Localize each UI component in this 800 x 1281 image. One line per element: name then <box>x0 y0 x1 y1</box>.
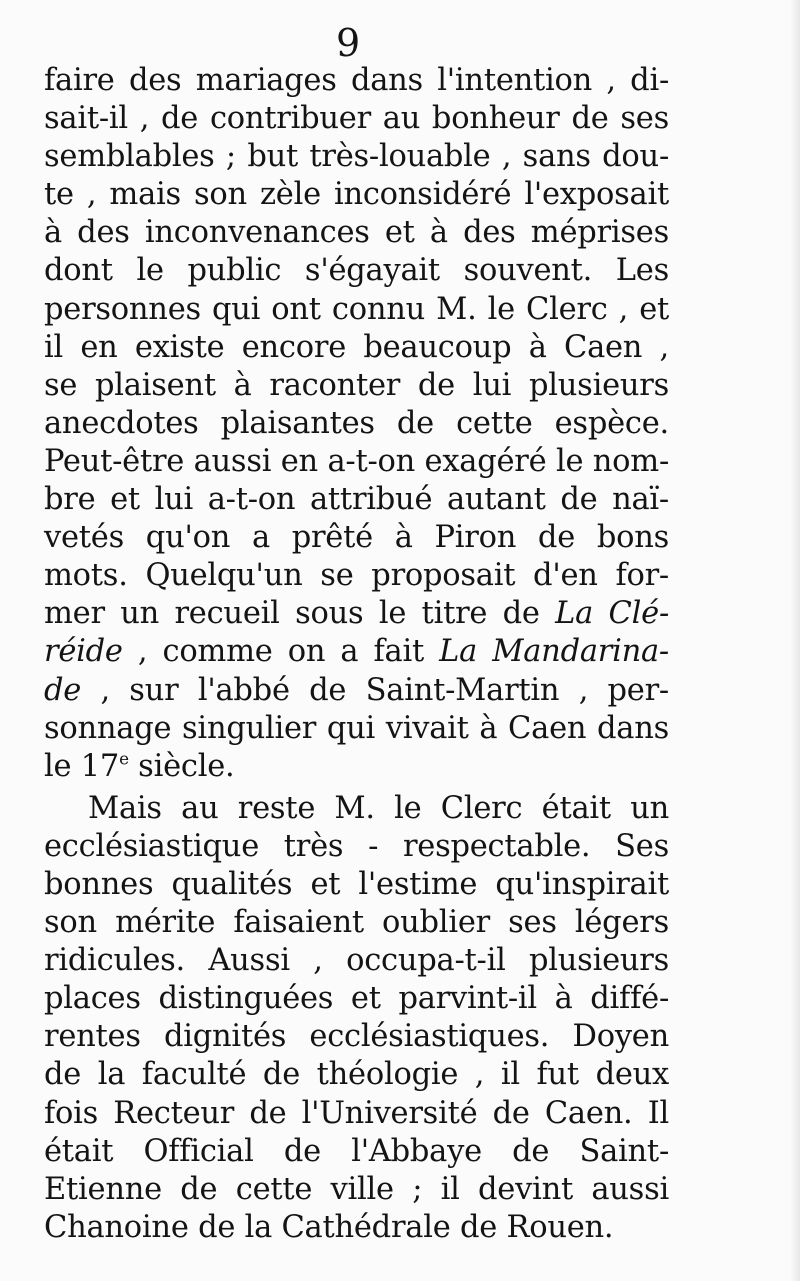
text-line: de la faculté de théologie , il fut deux <box>44 1057 669 1093</box>
text-line: ridicules. Aussi , occupa-t-il plusieurs <box>44 943 669 979</box>
text-line: Mais au reste M. le Clerc était un <box>88 790 669 826</box>
text-line: à des inconvenances et à des méprises <box>44 215 669 251</box>
page-number: 9 <box>336 21 361 65</box>
text-line <box>44 672 669 710</box>
text-line: ecclésiastique très - respectable. Ses <box>44 828 669 864</box>
text-line: faire des mariages dans l'intention , di- <box>44 63 669 98</box>
body-text <box>44 62 669 1247</box>
text-line: Chanoine de la Cathédrale de Rouen. <box>44 1209 614 1245</box>
title-italic: de <box>44 672 82 708</box>
text-run: , sur l'abbé de Saint-Martin , per- <box>81 672 669 708</box>
text-line: son mérite faisaient oublier ses légers <box>44 905 669 941</box>
title-italic: réide <box>44 634 123 670</box>
text-run: le 17 <box>44 748 120 784</box>
text-line: sonnage singulier qui vivait à Caen dans <box>44 710 669 746</box>
text-line: Etienne de cette ville ; il devint aussi <box>44 1171 669 1207</box>
text-line <box>44 748 669 786</box>
page-edge-shadow <box>790 0 800 1281</box>
text-line: était Official de l'Abbaye de Saint- <box>44 1133 669 1169</box>
title-italic: La Clé- <box>555 596 669 632</box>
text-line: anecdotes plaisantes de cette espèce. <box>44 405 669 441</box>
text-line: semblables ; but très-louable , sans dou- <box>44 139 669 175</box>
text-line <box>44 633 669 671</box>
text-line: Peut-être aussi en a-t-on exagéré le nom- <box>44 443 669 479</box>
text-line: personnes qui ont connu M. le Clerc , et <box>44 291 669 327</box>
text-line: sait-il , de contribuer au bonheur de ses <box>44 101 669 137</box>
text-line: places distinguées et parvint-il à diffé- <box>44 981 669 1017</box>
title-italic: La Mandarina- <box>439 634 669 670</box>
text-line: mots. Quelqu'un se proposait d'en for- <box>44 558 669 594</box>
text-line: se plaisent à raconter de lui plusieurs <box>44 367 669 403</box>
text-line: dont le public s'égayait souvent. Les <box>44 253 669 289</box>
text-run: mer un recueil sous le titre de <box>44 596 556 632</box>
text-line: bonnes qualités et l'estime qu'inspirait <box>44 866 669 902</box>
superscript: e <box>119 747 129 768</box>
text-run: siècle. <box>128 748 235 784</box>
text-line: fois Recteur de l'Université de Caen. Il <box>44 1095 669 1131</box>
text-line: rentes dignités ecclésiastiques. Doyen <box>44 1019 669 1055</box>
text-line <box>44 595 669 633</box>
text-line: bre et lui a-t-on attribué autant de naï- <box>44 482 669 518</box>
text-line: te , mais son zèle inconsidéré l'exposait <box>44 177 669 213</box>
text-run: , comme on a fait <box>122 634 440 670</box>
text-line: il en existe encore beaucoup à Caen , <box>44 329 669 365</box>
text-line: vetés qu'on a prêté à Piron de bons <box>44 520 669 556</box>
